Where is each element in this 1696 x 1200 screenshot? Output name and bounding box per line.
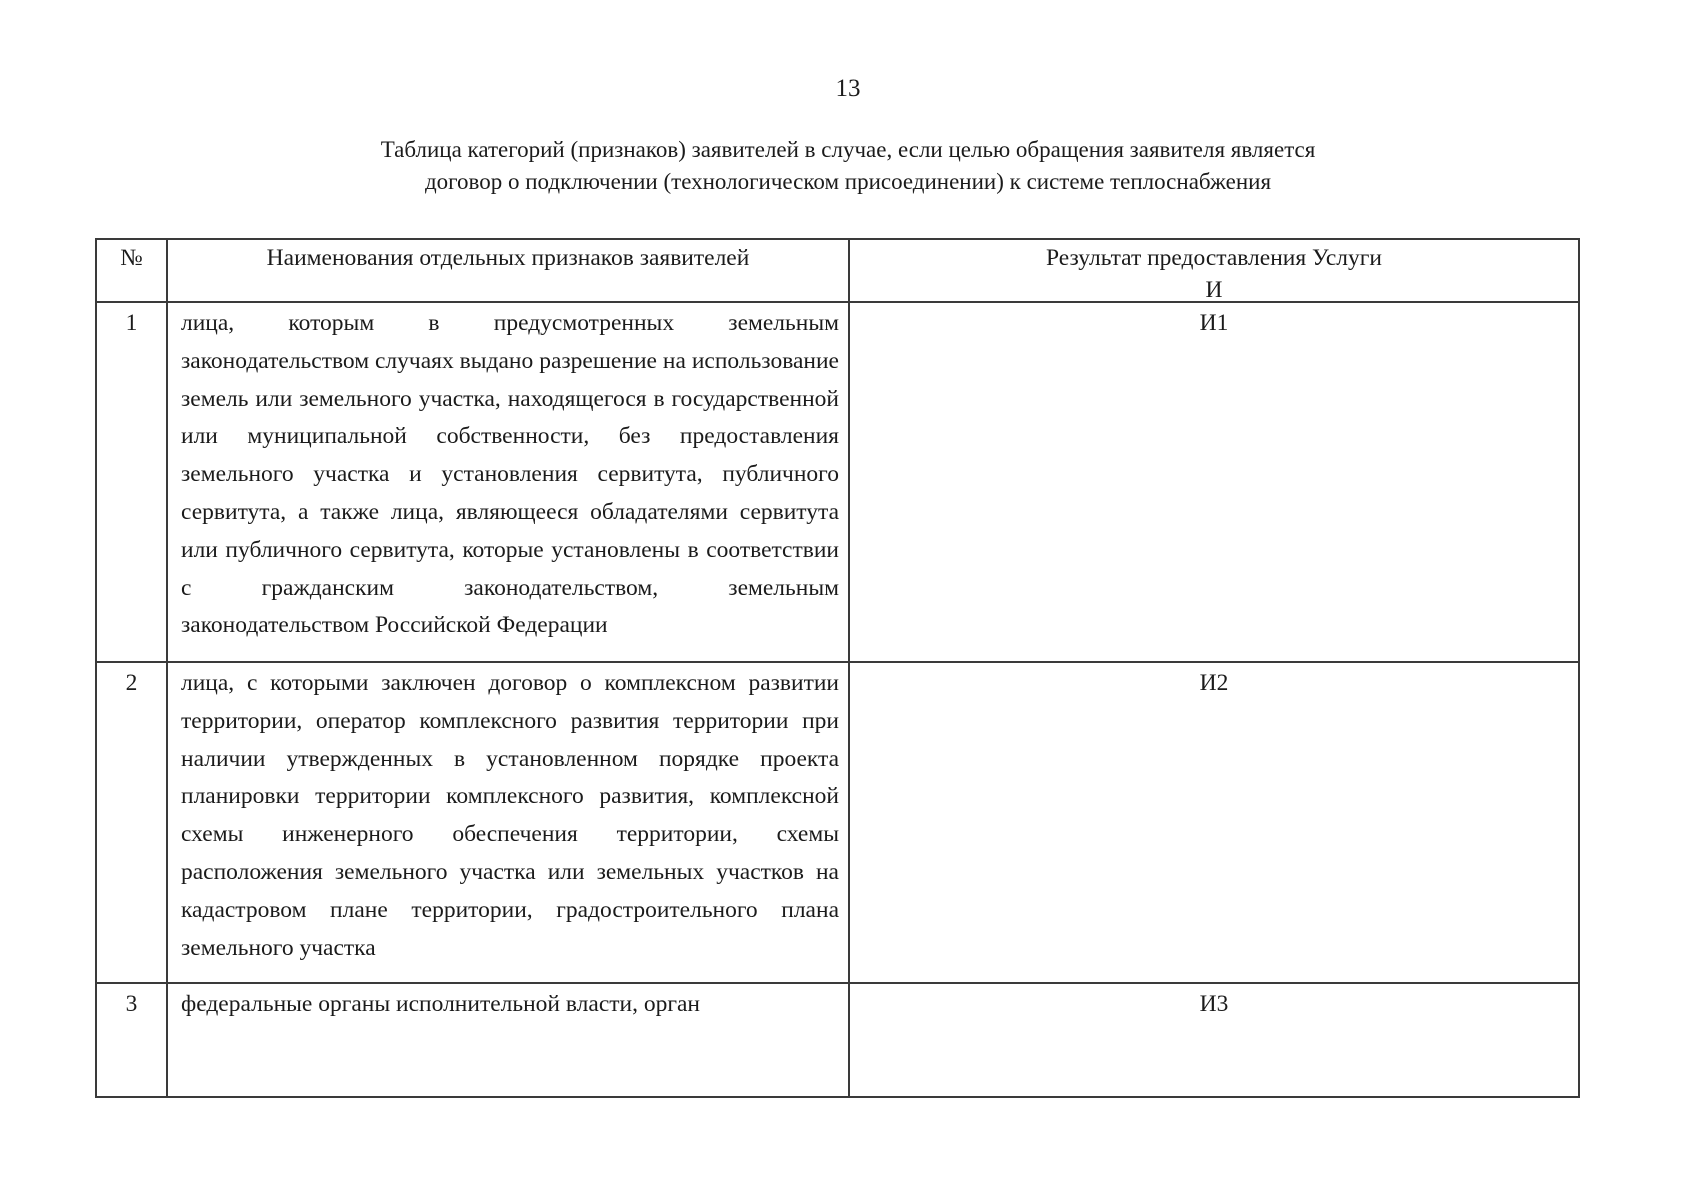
- row-1-result: И1: [1199, 310, 1229, 336]
- applicant-categories-table: [95, 238, 1580, 1098]
- row-1-criteria: лица, которым в предусмотренных земельным законодательством случаях выдано разрешение на использование земель или земельного участка, находящегося в государственной или муниципальной собственности, без предоставления земельного участка и установления сервитута, публичного сервитута, а также лица, являющееся обладателями сервитута или публичного сервитута, которые установлены в соответствии с гражданским законодательством, земельным законодательством Российской Федерации: [181, 310, 839, 639]
- header-num: №: [120, 245, 143, 271]
- document-title-line-1: Таблица категорий (признаков) заявителей в случае, если целью обращения заявителя является: [380, 137, 1316, 162]
- table-border-bottom: [95, 1096, 1580, 1098]
- row-2-criteria: лица, с которыми заключен договор о комплексном развитии территории, оператор комплексного развития территории при наличии утвержденных в установленном порядке проекта планировки территории комплексного развития, комплексной схемы инженерного обеспечения территории, схемы расположения земельного участка или земельных участков на кадастровом плане территории, градостроительного плана земельного участка: [181, 670, 839, 961]
- page-number: 13: [835, 75, 861, 102]
- table-border-right: [1578, 238, 1580, 1098]
- document-title: [160, 134, 1536, 198]
- header-result: [850, 242, 1578, 306]
- header-result-line-2: И: [1205, 277, 1223, 303]
- header-criteria: Наименования отдельных признаков заявителей: [266, 245, 750, 271]
- row-2-num: 2: [125, 670, 138, 696]
- row-2-result: И2: [1199, 670, 1229, 696]
- row-3-criteria: федеральные органы исполнительной власти, орган: [181, 991, 700, 1017]
- document-title-line-2: договор о подключении (технологическом присоединении) к системе теплоснабжения: [424, 169, 1272, 194]
- row-1-bottom-border: [95, 661, 1580, 663]
- table-border-top: [95, 238, 1580, 240]
- row-3-result: И3: [1199, 991, 1229, 1017]
- header-result-line-1: Результат предоставления Услуги: [1046, 245, 1382, 271]
- column-divider-num: [166, 238, 168, 1098]
- row-3-num: 3: [125, 991, 138, 1017]
- row-2-bottom-border: [95, 982, 1580, 984]
- row-1-num: 1: [125, 310, 138, 336]
